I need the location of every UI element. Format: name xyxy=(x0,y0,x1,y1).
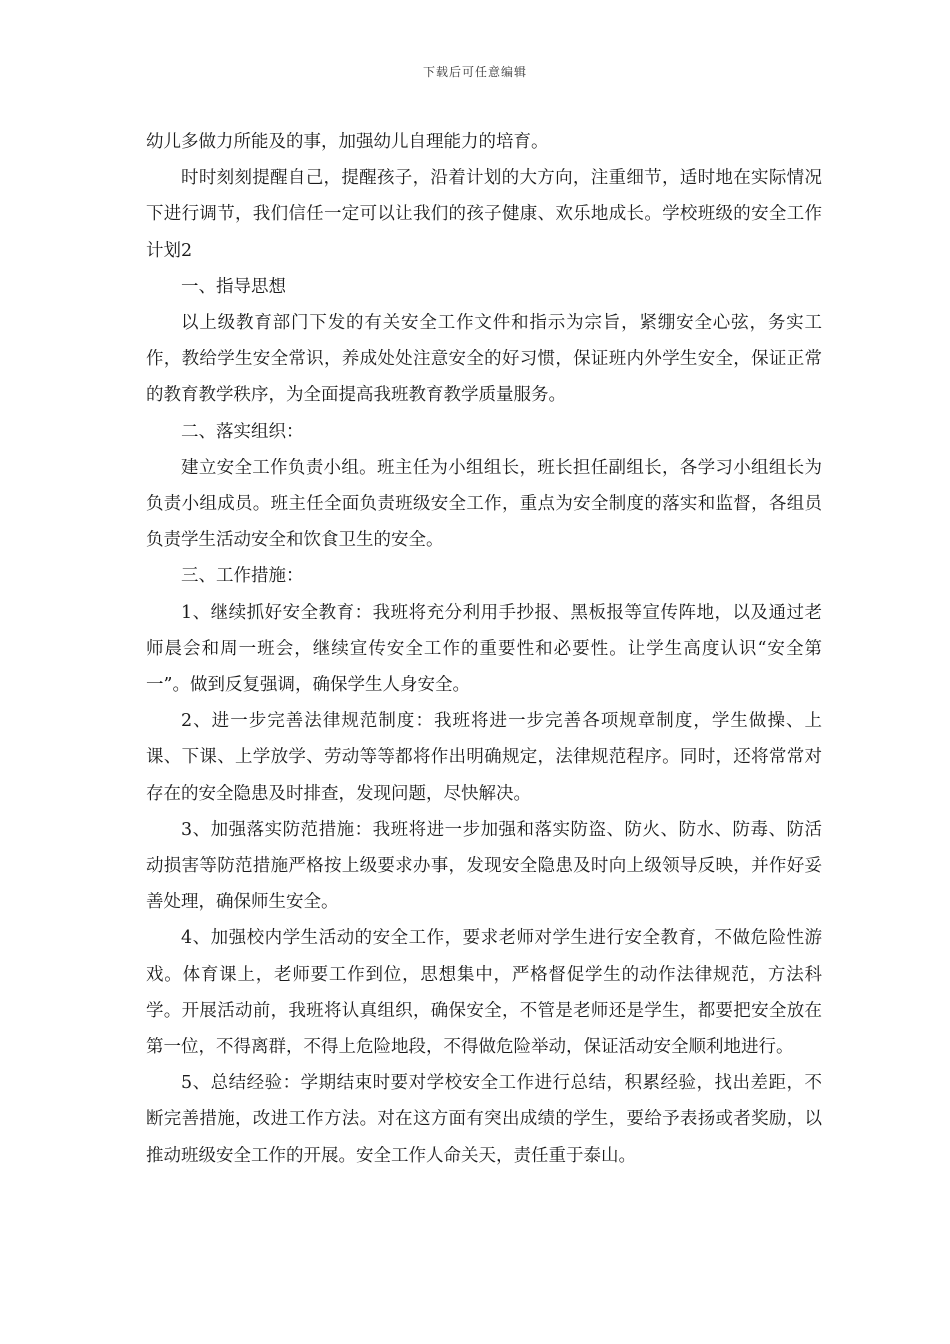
section-heading-organization: 二、落实组织： xyxy=(181,421,304,442)
measure-item-3: 3、加强落实防范措施：我班将进一步加强和落实防盗、防火、防水、防毒、防活动损害等防范措施严格按上级要求办事，发现安全隐患及时向上级领导反映，并作好妥善处理，确保师生安全。 xyxy=(146,819,822,913)
paragraph-guiding-ideas: 以上级教育部门下发的有关安全工作文件和指示为宗旨，紧绷安全心弦，务实工作，教给学生安全常识，养成处处注意安全的好习惯，保证班内外学生安全，保证正常的教育教学秩序，为全面提高我班教育教学质量服务。 xyxy=(146,313,822,406)
paragraph-2: 时时刻刻提醒自己，提醒孩子，沿着计划的大方向，注重细节，适时地在实际情况下进行调节，我们信任一定可以让我们的孩子健康、欢乐地成长。学校班级的安全工作计划2 xyxy=(146,168,822,261)
section-heading-guiding-ideas: 一、指导思想 xyxy=(181,276,286,297)
page-header-note: 下载后可任意编辑 xyxy=(422,65,527,79)
measure-item-2: 2、进一步完善法律规范制度：我班将进一步完善各项规章制度，学生做操、上课、下课、上学放学、劳动等等都将作出明确规定，法律规范程序。同时，还将常常对存在的安全隐患及时排查，发现问题，尽快解决。 xyxy=(146,711,822,804)
measure-item-1: 1、继续抓好安全教育：我班将充分利用手抄报、黑板报等宣传阵地，以及通过老师晨会和周一班会，继续宣传安全工作的重要性和必要性。让学生高度认识“安全第一”。做到反复强调，确保学生人身安全。 xyxy=(146,602,822,696)
section-heading-measures: 三、工作措施： xyxy=(181,566,304,587)
paragraph-organization: 建立安全工作负责小组。班主任为小组组长，班长担任副组长，各学习小组组长为负责小组成员。班主任全面负责班级安全工作，重点为安全制度的落实和监督，各组员负责学生活动安全和饮食卫生的安全。 xyxy=(146,457,822,551)
measure-item-5: 5、总结经验：学期结束时要对学校安全工作进行总结，积累经验，找出差距，不断完善措施，改进工作方法。对在这方面有突出成绩的学生，要给予表扬或者奖励，以推动班级安全工作的开展。安全工作人命关天，责任重于泰山。 xyxy=(146,1073,822,1166)
measure-item-4: 4、加强校内学生活动的安全工作，要求老师对学生进行安全教育，不做危险性游戏。体育课上，老师要工作到位，思想集中，严格督促学生的动作法律规范，方法科学。开展活动前，我班将认真组织，确保安全，不管是老师还是学生，都要把安全放在第一位，不得离群，不得上危险地段，不得做危险举动，保证活动安全顺利地进行。 xyxy=(146,928,822,1058)
document-body xyxy=(146,124,822,1174)
paragraph-1: 幼儿多做力所能及的事，加强幼儿自理能力的培育。 xyxy=(146,132,549,152)
